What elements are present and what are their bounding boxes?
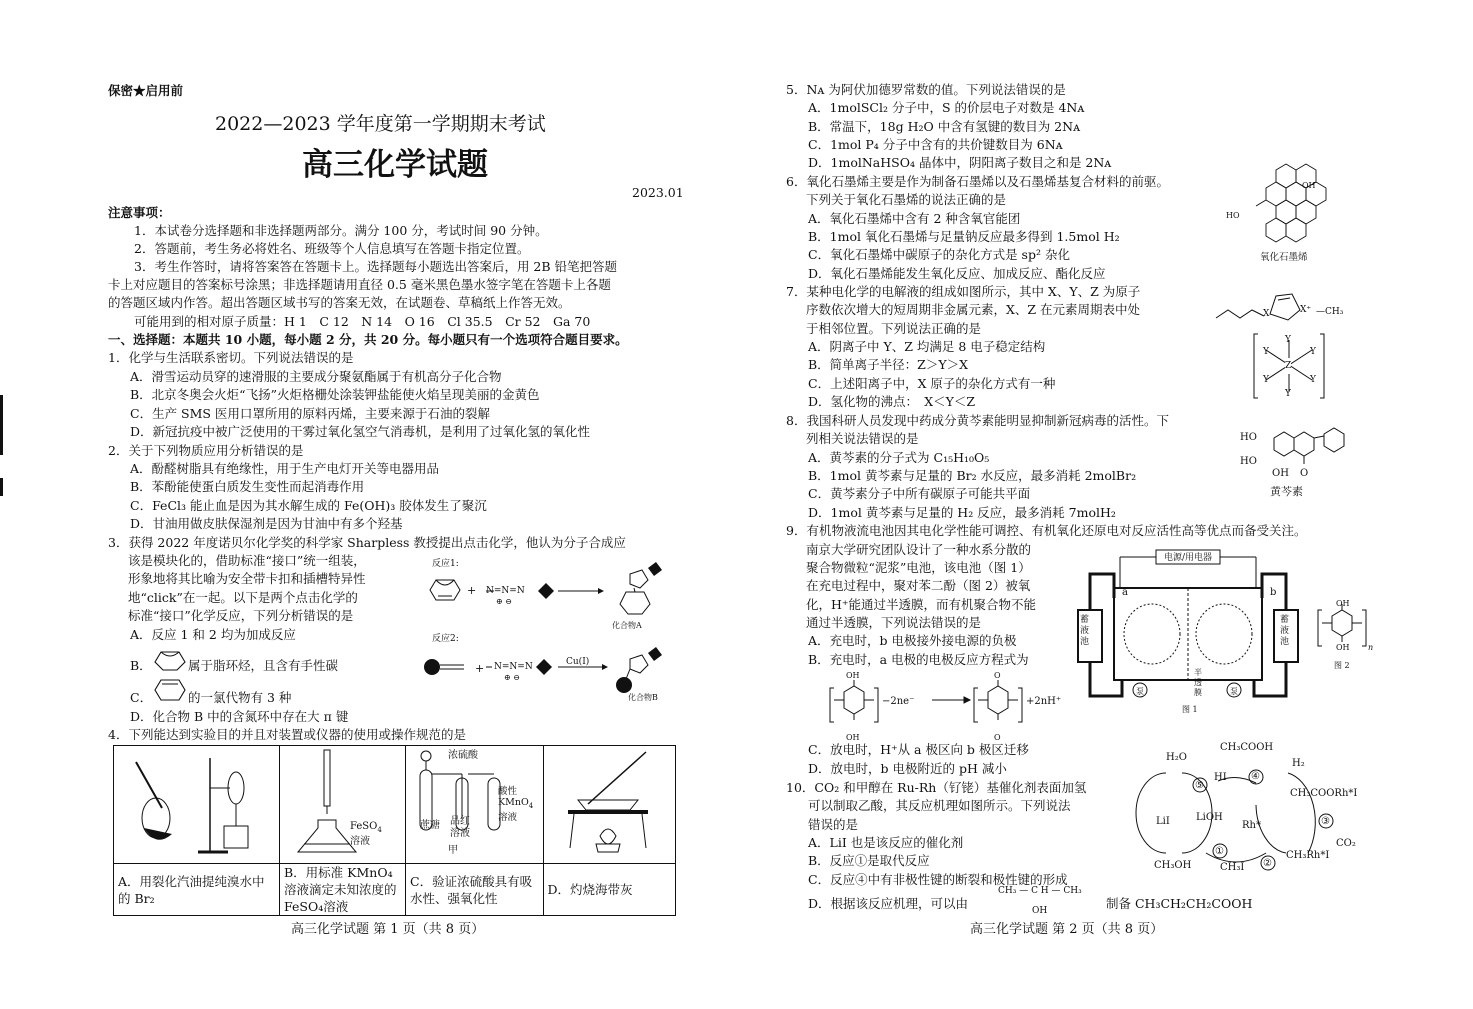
note-2: 2．答题前，考生务必将姓名、班级等个人信息填写在答题卡指定位置。 (134, 241, 530, 256)
baicalein-ho-label: HO (1240, 456, 1257, 467)
cyclohexene-structure (153, 676, 187, 704)
separatory-funnel-drawing (118, 748, 268, 858)
q6-stem: 下列关于氧化石墨烯的说法正确的是 (806, 192, 1007, 207)
q3-option-b-prefix: B． (130, 658, 152, 673)
apparatus-b-cell (280, 746, 406, 864)
pump-label: 泵 (1230, 687, 1238, 696)
step-1-label: ① (1215, 846, 1224, 857)
species-lii: LiI (1156, 816, 1170, 827)
q8-option-a: A．黄芩素的分子式为 C₁₅H₁₀O₅ (808, 450, 990, 465)
anion-z-label: Z (1285, 358, 1291, 374)
q2-option-d: D．甘油用做皮肤保湿剂是因为甘油中有多个羟基 (130, 516, 403, 531)
species-ch3oh: CH₃OH (1154, 860, 1192, 871)
note-3: 3．考生作答时，请将答案答在答题卡上。选择题每小题选出答案后，用 2B 铅笔把答题 (134, 259, 618, 274)
q8-option-d: D．1mol 黄芩素与足量的 H₂ 反应，最多消耗 7molH₂ (808, 505, 1116, 520)
imidazolium-cation-structure (1212, 284, 1332, 334)
anion-y-label: Y (1285, 335, 1291, 345)
crucible-heating-drawing (548, 748, 668, 858)
reaction-1-label: 反应1: (432, 559, 459, 569)
q3-option-d: D．化合物 B 中的含氮环中存在大 π 键 (130, 709, 349, 724)
membrane-label: 半透膜 (1194, 668, 1202, 697)
species-lioh: LiOH (1196, 812, 1223, 823)
q4-option-d: D．灼烧海带灰 (543, 864, 676, 916)
anion-y-label: Y (1310, 347, 1316, 357)
section-heading: 一、选择题：本题共 10 小题，每小题 2 分，共 20 分。每小题只有一个选项符合题目要求。 (108, 332, 628, 347)
q2-option-b: B．苯酚能使蛋白质发生变性而起消毒作用 (130, 479, 365, 494)
apparatus-c-cell (406, 746, 544, 864)
q8-option-b: B．1mol 黄芩素与足量的 Br₂ 水反应，最多消耗 2molBr₂ (808, 468, 1137, 483)
species-h2o: H₂O (1166, 752, 1187, 763)
equation-oh-label: OH (846, 733, 860, 742)
q5-option-b: B．常温下，18g H₂O 中含有氢键的数目为 2Nᴀ (808, 119, 1081, 134)
page-footer: 高三化学试题 第 2 页（共 8 页） (970, 922, 1164, 937)
anion-y-label: Y (1263, 375, 1269, 385)
step-2-label: ② (1263, 858, 1272, 869)
graphene-oxide-structure (1246, 160, 1336, 250)
q7-option-a: A．阴离子中 Y、Z 均满足 8 电子稳定结构 (808, 339, 1046, 354)
q10-stem: 错误的是 (808, 817, 859, 832)
figure-1-caption: 图 1 (1182, 705, 1198, 714)
sucrose-label: 蔗糖 (420, 820, 440, 831)
species-h2: H₂ (1292, 758, 1305, 769)
graphene-caption: 氧化石墨烯 (1260, 252, 1308, 263)
cation-ch3-label: —CH₃ (1316, 307, 1344, 317)
q3-stem: 该是模块化的，借助标准“接口”统一组装， (128, 553, 366, 568)
reaction-2-label: 反应2: (432, 634, 459, 644)
graphene-oh-label: OH (1302, 181, 1316, 190)
species-ch3rh: CH₃Rh*I (1286, 850, 1330, 861)
equation-protons: +2nH⁺ (1026, 696, 1062, 707)
electrode-b-label: b (1270, 587, 1277, 598)
q10-option-c: C．反应④中有非极性键的断裂和极性键的形成 (808, 872, 1068, 887)
q10-option-a: A．LiI 也是该反应的催化剂 (808, 835, 964, 850)
feso4-label: FeSO$_4$ 溶液 (350, 821, 382, 847)
note-3-cont: 卡上对应题目的答案标号涂黑；非选择题请用直径 0.5 毫米黑色墨水签字笔在答题卡上各题 (108, 277, 611, 292)
page-footer: 高三化学试题 第 1 页（共 8 页） (291, 922, 485, 937)
q4-apparatus-table (113, 745, 676, 916)
compound-b-label: 化合物B (628, 693, 658, 702)
q5-stem: 5．Nᴀ 为阿伏加德罗常数的值。下列说法错误的是 (786, 82, 1066, 97)
q10-formula-bottom: OH (1032, 906, 1048, 916)
q9-option-c: C．放电时，H⁺从 a 极区向 b 极区迁移 (808, 742, 1029, 757)
q1-stem: 1．化学与生活联系密切。下列说法错误的是 (108, 350, 354, 365)
exam-date: 2023.01 (632, 185, 684, 200)
norbornene-structure (153, 646, 187, 674)
q4-option-c: C．验证浓硫酸具有吸水性、强氧化性 (406, 864, 544, 916)
plus-sign: + (467, 584, 477, 597)
graphene-ho-label: HO (1226, 211, 1240, 220)
q1-option-a: A．滑雪运动员穿的速滑服的主要成分聚氨酯属于有机高分子化合物 (130, 369, 502, 384)
magenta-label: 品红 溶液 (450, 816, 470, 839)
q1-option-b: B．北京冬奥会火炬“飞扬”火炬格栅处涂装钾盐能使火焰呈现美丽的金黄色 (130, 387, 540, 402)
q10-option-d-suffix: 制备 CH₃CH₂CH₂COOH (1106, 896, 1253, 911)
equation-o-label: O (994, 733, 1001, 742)
q9-stem: 南京大学研究团队设计了一种水系分散的 (806, 542, 1032, 557)
species-ch3i: CH₃I (1220, 862, 1245, 873)
q3-option-b-text: 属于脂环烃，且含有手性碳 (188, 658, 339, 673)
apparatus-d-cell (543, 746, 676, 864)
equation-o-label: O (994, 671, 1001, 680)
q9-option-a: A．充电时，b 电极接外接电源的负极 (808, 633, 1017, 648)
species-co2: CO₂ (1336, 838, 1356, 849)
page-2 (736, 0, 1473, 1009)
q10-option-b: B．反应①是取代反应 (808, 853, 930, 868)
q4-option-b: B．用标准 KMnO₄ 溶液滴定未知浓度的 FeSO₄溶液 (280, 864, 406, 916)
q7-option-c: C．上述阳离子中，X 原子的杂化方式有一种 (808, 376, 1056, 391)
azide-charges: ⊕ ⊖ (504, 673, 520, 682)
q1-option-c: C．生产 SMS 医用口罩所用的原料丙烯，主要来源于石油的裂解 (130, 406, 490, 421)
azide-group: N=N=N (486, 586, 525, 596)
apparatus-jia-label: 甲 (448, 845, 458, 856)
baicalein-ho-label: HO (1240, 432, 1257, 443)
note-1: 1．本试卷分选择题和非选择题两部分。满分 100 分，考试时间 90 分钟。 (134, 223, 548, 238)
notes-title: 注意事项： (108, 205, 171, 220)
q10-option-d-prefix: D．根据该反应机理，可以由 (808, 896, 969, 911)
q10-formula-top: CH₃ — C H — CH₃ (998, 886, 1082, 896)
q6-option-b: B．1mol 氧化石墨烯与足量钠反应最多得到 1.5mol H₂ (808, 229, 1120, 244)
q6-stem: 6．氧化石墨烯主要是作为制备石墨烯以及石墨烯基复合材料的前驱。 (786, 174, 1169, 189)
q5-option-d: D．1molNaHSO₄ 晶体中，阴阳离子数目之和是 2Nᴀ (808, 155, 1112, 170)
subject-title: 高三化学试题 (302, 147, 488, 183)
step-4-label: ④ (1251, 771, 1260, 782)
baicalein-caption: 黄芩素 (1270, 485, 1303, 498)
q7-stem: 序数依次增大的短周期非金属元素，X、Z 在元素周期表中处 (806, 302, 1141, 317)
species-ch3coorh: CH₃COORh*I (1290, 788, 1358, 799)
species-hi: HI (1214, 772, 1227, 783)
right-tank-label: 蓄液池 (1280, 615, 1290, 647)
electrode-equation-structures (828, 670, 1058, 740)
equation-oh-label: OH (846, 671, 860, 680)
q9-stem: 在充电过程中，聚对苯二酚（图 2）被氧 (806, 578, 1031, 593)
q2-option-a: A．酚醛树脂具有绝缘性，用于生产电灯开关等电器用品 (130, 461, 440, 476)
q7-stem: 于相邻位置。下列说法正确的是 (806, 321, 982, 336)
q9-stem: 聚合物微粒“泥浆”电池，该电池（图 1） (806, 560, 1031, 575)
q4-stem: 4．下列能达到实验目的并且对装置或仪器的使用或操作规范的是 (108, 727, 466, 742)
step-3-label: ③ (1321, 816, 1330, 827)
anion-y-label: Y (1263, 347, 1269, 357)
species-rh: Rh* (1242, 820, 1261, 831)
q7-stem: 7．某种电化学的电解液的组成如图所示，其中 X、Y、Z 为原子 (786, 284, 1141, 299)
flow-battery-diagram (1072, 548, 1304, 708)
q8-option-c: C．黄芩素分子中所有碳原子可能共平面 (808, 486, 1031, 501)
q3-option-a: A．反应 1 和 2 均为加成反应 (130, 627, 296, 642)
q5-option-c: C．1mol P₄ 分子中含有的共价键数目为 6Nᴀ (808, 137, 1063, 152)
q3-stem: 3．获得 2022 年度诺贝尔化学奖的科学家 Sharpless 教授提出点击化学，他认为分子合成应 (108, 535, 626, 550)
q1-option-d: D．新冠抗疫中被广泛使用的干雾过氧化氢空气消毒机，是利用了过氧化氢的氧化性 (130, 424, 591, 439)
cation-x-label: X (1263, 309, 1270, 319)
electrode-a-label: a (1122, 587, 1128, 598)
q3-stem: 标准“接口”化学反应，下列分析错误的是 (128, 608, 354, 623)
figure-2-caption: 图 2 (1334, 661, 1350, 670)
pump-label: 泵 (1136, 687, 1144, 696)
azide-charges: ⊕ ⊖ (496, 597, 512, 606)
anion-y-label: Y (1285, 389, 1291, 399)
catalyst-label: Cu(I) (566, 657, 590, 667)
q6-option-a: A．氧化石墨烯中含有 2 种含氧官能团 (808, 211, 1021, 226)
anion-y-label: Y (1310, 375, 1316, 385)
q6-option-d: D．氧化石墨烯能发生氧化反应、加成反应、酯化反应 (808, 266, 1106, 281)
q6-option-c: C．氧化石墨烯中碳原子的杂化方式是 sp² 杂化 (808, 247, 1070, 262)
q3-stem: 地“click”在一起。以下是两个点击化学的 (128, 590, 358, 605)
equation-electrons: −2ne⁻ (882, 696, 915, 707)
baicalein-oh-label: OH (1272, 468, 1289, 479)
page-1 (0, 0, 736, 1009)
kmno4-label: 酸性 KMnO$_4$ 溶液 (498, 786, 534, 823)
fig2-n-label: n (1368, 643, 1374, 652)
q4-option-a: A．用裂化汽油提纯溴水中的 Br₂ (114, 864, 280, 916)
q9-stem: 9．有机物液流电池因其电化学性能可调控、有机氧化还原电对反应活性高等优点而备受关注。 (786, 523, 1307, 538)
h2so4-label: 浓硫酸 (448, 750, 478, 761)
q7-option-b: B．简单离子半径：Z＞Y＞X (808, 357, 969, 372)
q10-stem: 可以制取乙酸，其反应机理如图所示。下列说法 (808, 798, 1071, 813)
q9-stem: 化，H⁺能通过半透膜，而有机聚合物不能 (806, 597, 1036, 612)
q3-option-c-prefix: C． (130, 690, 153, 705)
q9-option-d: D．放电时，b 电极附近的 pH 减小 (808, 761, 1007, 776)
fig2-oh-label: OH (1336, 599, 1350, 608)
q9-stem: 通过半透膜，下列说法错误的是 (806, 615, 982, 630)
q10-stem: 10．CO₂ 和甲醇在 Ru-Rh（钌铑）基催化剂表面加氢 (786, 780, 1087, 795)
secret-label: 保密★启用前 (108, 83, 184, 98)
step-5-label: ⑤ (1195, 780, 1204, 791)
q5-option-a: A．1molSCl₂ 分子中，S 的价层电子对数是 4Nᴀ (808, 100, 1085, 115)
compound-a-label: 化合物A (612, 621, 642, 630)
note-3-cont: 的答题区域内作答。超出答题区域书写的答案无效，在试题卷、草稿纸上作答无效。 (108, 295, 571, 310)
q2-option-c: C．FeCl₃ 能止血是因为其水解生成的 Fe(OH)₃ 胶体发生了聚沉 (130, 498, 487, 513)
azide-group: N=N=N (494, 662, 533, 672)
species-ch3cooh: CH₃COOH (1220, 742, 1274, 753)
q8-stem: 8．我国科研人员发现中药成分黄芩素能明显抑制新冠病毒的活性。下 (786, 413, 1169, 428)
left-tank-label: 蓄液池 (1080, 615, 1090, 647)
power-supply-label: 电源/用电器 (1164, 553, 1213, 563)
q3-stem: 形象地将其比喻为安全带卡扣和插槽特异性 (128, 571, 366, 586)
cation-xplus-label: X⁺ (1300, 305, 1312, 315)
q7-option-d: D．氢化物的沸点： X＜Y＜Z (808, 394, 976, 409)
fig2-oh-label: OH (1336, 643, 1350, 652)
baicalein-o-label: O (1300, 468, 1309, 479)
apparatus-a-cell (114, 746, 280, 864)
q8-stem: 列相关说法错误的是 (806, 431, 919, 446)
plus-sign: + (475, 662, 485, 675)
q9-option-b: B．充电时，a 电极的电极反应方程式为 (808, 652, 1029, 667)
exam-title: 2022—2023 学年度第一学期期末考试 (215, 113, 546, 135)
q3-option-c-text: 的一氯代物有 3 种 (188, 690, 292, 705)
q2-stem: 2．关于下列物质应用分析错误的是 (108, 443, 304, 458)
atomic-masses: 可能用到的相对原子质量：H 1 C 12 N 14 O 16 Cl 35.5 Cr 52 Ga 70 (134, 314, 591, 329)
